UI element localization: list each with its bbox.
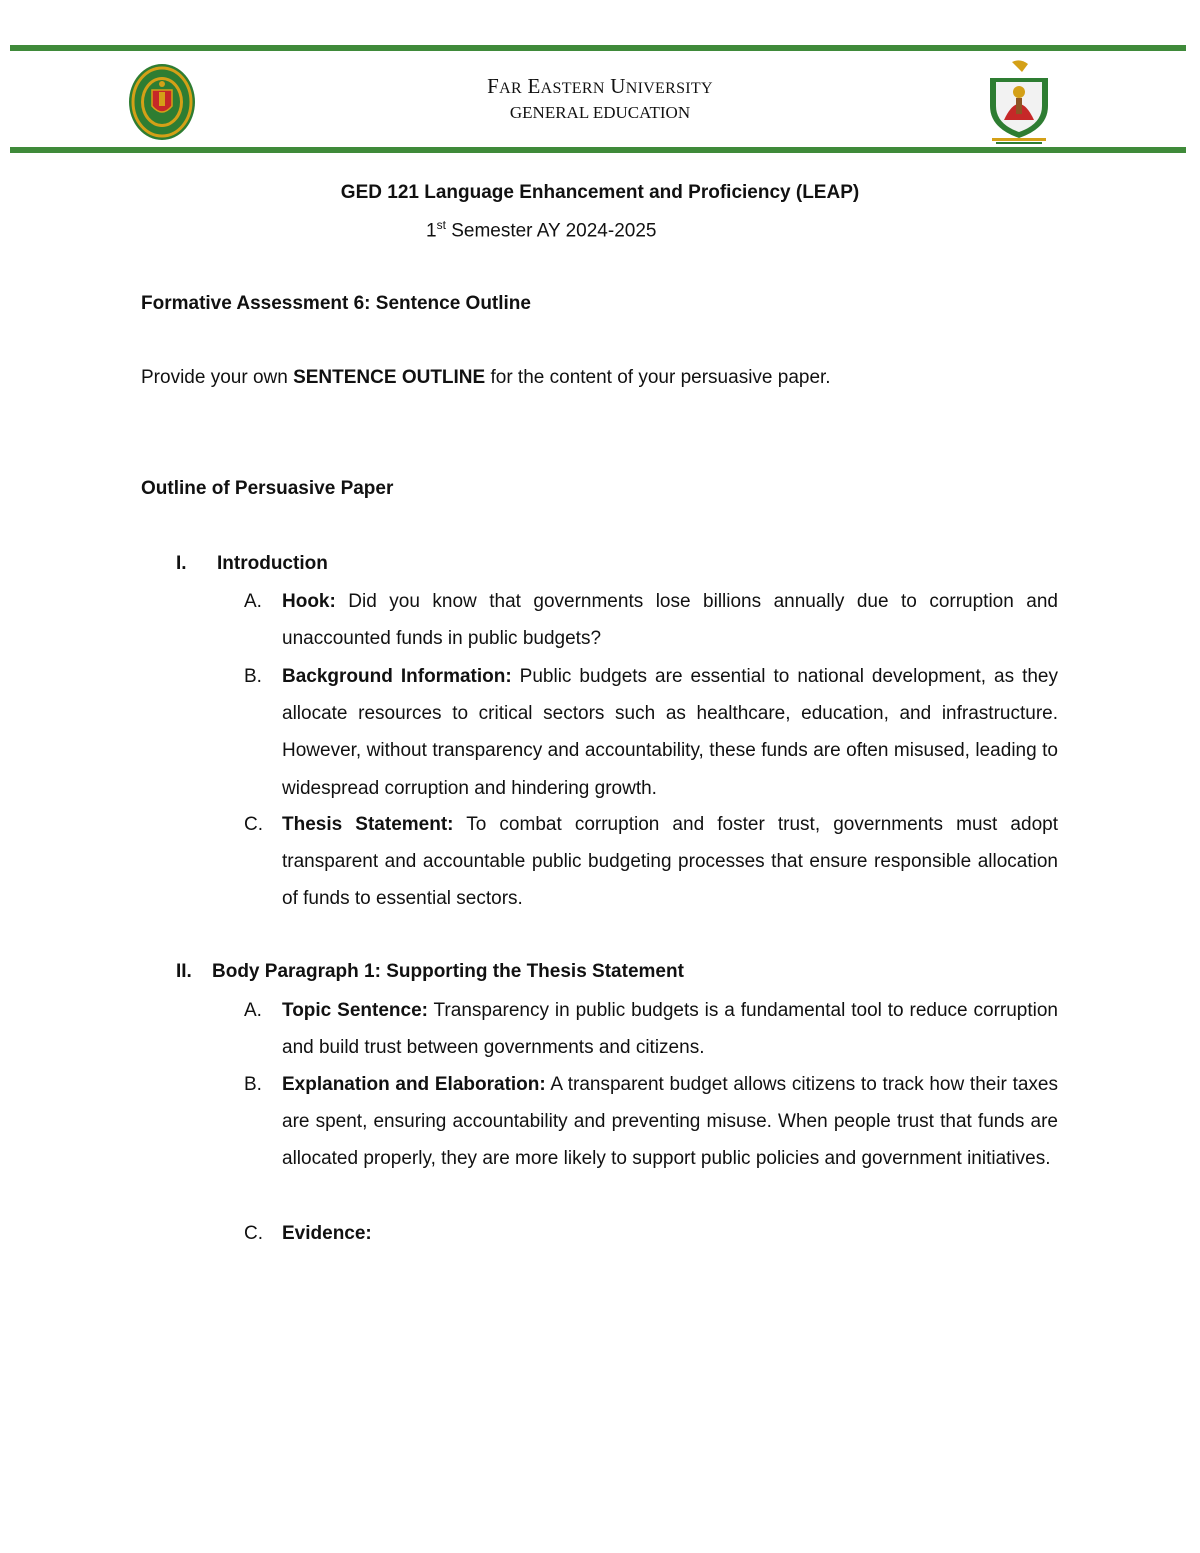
course-title: GED 121 Language Enhancement and Proficiency (LEAP) (340, 182, 860, 203)
item-letter: A. (244, 1000, 262, 1021)
outline-item-hook: A. Hook: Did you know that governments lose billions annually due to corruption and unaccounted funds in public budgets? (244, 583, 1058, 657)
outline-title: Outline of Persuasive Paper (141, 478, 394, 499)
university-name: FAR EASTERN UNIVERSITY (487, 74, 713, 98)
item-letter: B. (244, 1074, 262, 1095)
department-name: GENERAL EDUCATION (509, 103, 691, 122)
outline-item-explanation: B. Explanation and Elaboration: A transparent budget allows citizens to track how their taxes are spent, ensuring accountability and preventing misuse. When people trust that funds are allocated properly, they are more likely to support public policies and government initiatives. (244, 1066, 1058, 1178)
instruction-text: Provide your own SENTENCE OUTLINE for the content of your persuasive paper. (141, 367, 831, 388)
item-letter: C. (244, 814, 263, 835)
assessment-title: Formative Assessment 6: Sentence Outline (141, 293, 531, 314)
section-heading-body-paragraph-1: Body Paragraph 1: Supporting the Thesis Statement (212, 961, 684, 982)
outline-item-background: B. Background Information: Public budgets are essential to national development, as they allocate resources to critical sectors such as healthcare, education, and infrastructure. However, without transparency and accountability, these funds are often misused, leading to widespread corruption and hindering growth. (244, 658, 1058, 807)
general-education-logo (982, 58, 1056, 144)
section-numeral: II. (176, 961, 192, 982)
item-letter: C. (244, 1223, 263, 1244)
outline-item-thesis: C. Thesis Statement: To combat corruption and foster trust, governments must adopt transparent and accountable public budgeting processes that ensure responsible allocation of funds to essential sectors. (244, 806, 1058, 918)
item-letter: B. (244, 666, 262, 687)
section-heading-introduction: Introduction (217, 553, 328, 574)
outline-item-topic-sentence: A. Topic Sentence: Transparency in public budgets is a fundamental tool to reduce corruption and build trust between governments and citizens. (244, 992, 1058, 1066)
header-bottom-rule (10, 147, 1186, 153)
item-letter: A. (244, 591, 262, 612)
semester-line: 1st Semester AY 2024-2025 (426, 218, 657, 242)
section-numeral: I. (176, 553, 187, 574)
outline-item-evidence: C. Evidence: (244, 1215, 1058, 1252)
header-top-rule (10, 45, 1186, 51)
